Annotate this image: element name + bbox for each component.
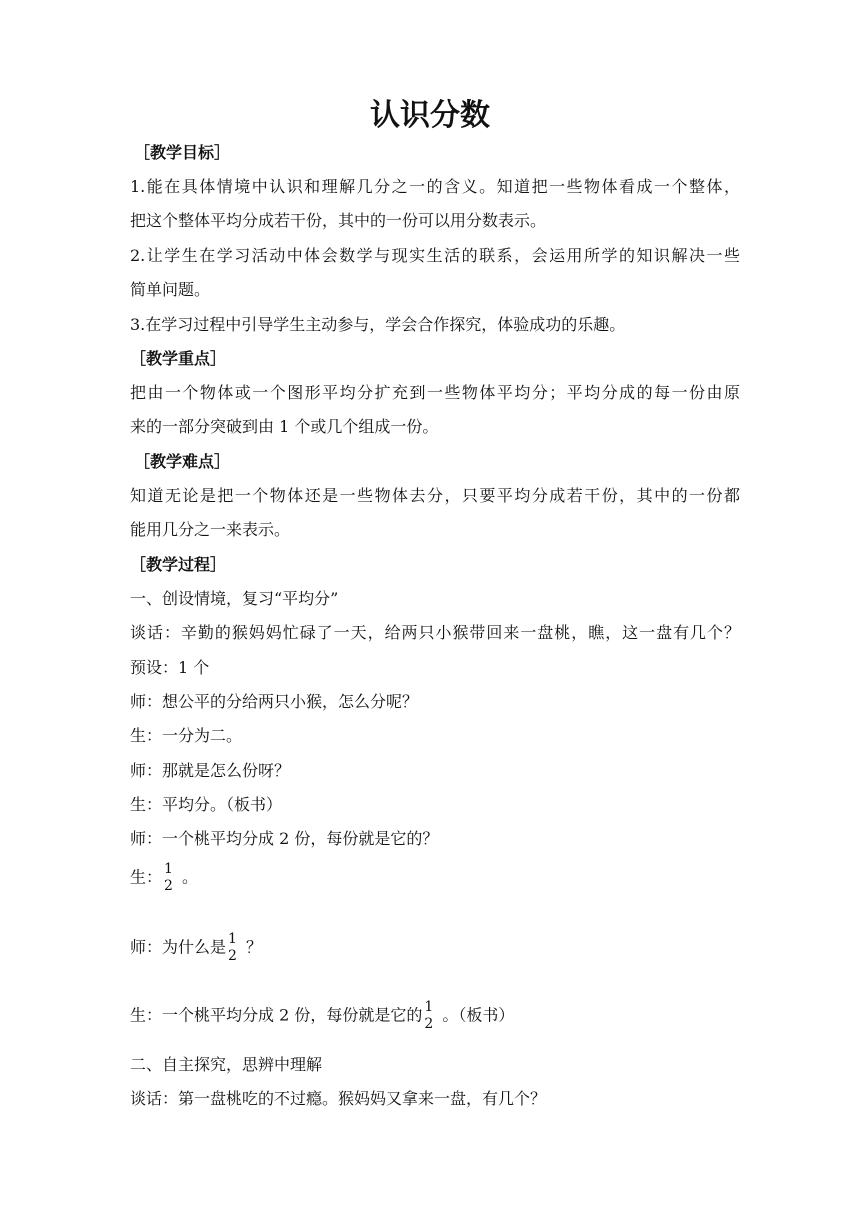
fraction-denominator: 2 <box>164 878 173 894</box>
teacher-line-2: 师：那就是怎么份呀？ <box>130 761 291 780</box>
fraction-numerator: 1 <box>424 999 434 1015</box>
goals-item3: 3.在学习过程中引导学生主动参与，学会合作探究，体验成功的乐趣。 <box>130 315 626 334</box>
goals-item2-line1: 2.让学生在学习活动中体会数学与现实生活的联系，会运用所学的知识解决一些 <box>130 246 740 265</box>
difficulties-line1: 知道无论是把一个物体还是一些物体去分，只要平均分成若干份，其中的一份都 <box>130 486 740 505</box>
talk2: 谈话：第一盘桃吃的不过瘾。猴妈妈又拿来一盘，有几个？ <box>130 1089 547 1108</box>
teacher-line-4-suffix: ？ <box>240 937 263 957</box>
student-line-3-suffix: 。 <box>176 867 199 887</box>
section1-heading: 一、创设情境，复习“平均分” <box>130 589 339 608</box>
goals-item1-line2: 把这个整体平均分成若干份，其中的一份可以用分数表示。 <box>130 211 547 230</box>
difficulties-heading: ［教学难点］ <box>134 452 231 471</box>
teacher-line-4 <box>130 931 740 965</box>
process-heading: ［教学过程］ <box>130 555 227 574</box>
teacher-line-4-prefix: 师：为什么是 <box>130 937 227 957</box>
key-points-line1: 把由一个物体或一个图形平均分扩充到一些物体平均分；平均分成的每一份由原 <box>130 383 740 402</box>
goals-item1-line1: 1.能在具体情境中认识和理解几分之一的含义。知道把一些物体看成一个整体， <box>130 177 740 196</box>
document-title: 认识分数 <box>370 98 490 133</box>
fraction-denominator: 2 <box>228 948 237 964</box>
teacher-line-1: 师：想公平的分给两只小猴，怎么分呢？ <box>130 692 419 711</box>
fraction-denominator: 2 <box>424 1016 434 1032</box>
student-line-2: 生：平均分。（板书） <box>130 795 283 814</box>
section2-heading: 二、自主探究，思辨中理解 <box>130 1055 323 1074</box>
student-line-4-prefix: 生：一个桃平均分成 2 份，每份就是它的 <box>130 1005 423 1025</box>
fraction-numerator: 1 <box>164 861 173 877</box>
goals-item2-line2: 简单问题。 <box>130 280 211 299</box>
key-points-heading: ［教学重点］ <box>130 349 227 368</box>
fraction-numerator: 1 <box>228 931 237 947</box>
fraction-one-half <box>424 999 433 1033</box>
goals-heading: ［教学目标］ <box>134 143 231 162</box>
student-line-3 <box>130 861 740 895</box>
key-points-line2: 来的一部分突破到由 1 个或几个组成一份。 <box>130 417 439 436</box>
student-line-4 <box>130 999 740 1033</box>
difficulties-line2: 能用几分之一来表示。 <box>130 520 291 539</box>
student-line-3-prefix: 生： <box>130 867 163 887</box>
student-line-4-suffix: 。（板书） <box>437 1005 515 1025</box>
fraction-one-half <box>164 861 173 895</box>
preset: 预设：1 个 <box>130 658 210 677</box>
teacher-line-3: 师：一个桃平均分成 2 份，每份就是它的？ <box>130 829 439 848</box>
student-line-1: 生：一分为二。 <box>130 726 243 745</box>
talk1: 谈话：辛勤的猴妈妈忙碌了一天，给两只小猴带回来一盘桃，瞧，这一盘有几个？ <box>130 623 740 642</box>
fraction-one-half <box>228 931 237 965</box>
